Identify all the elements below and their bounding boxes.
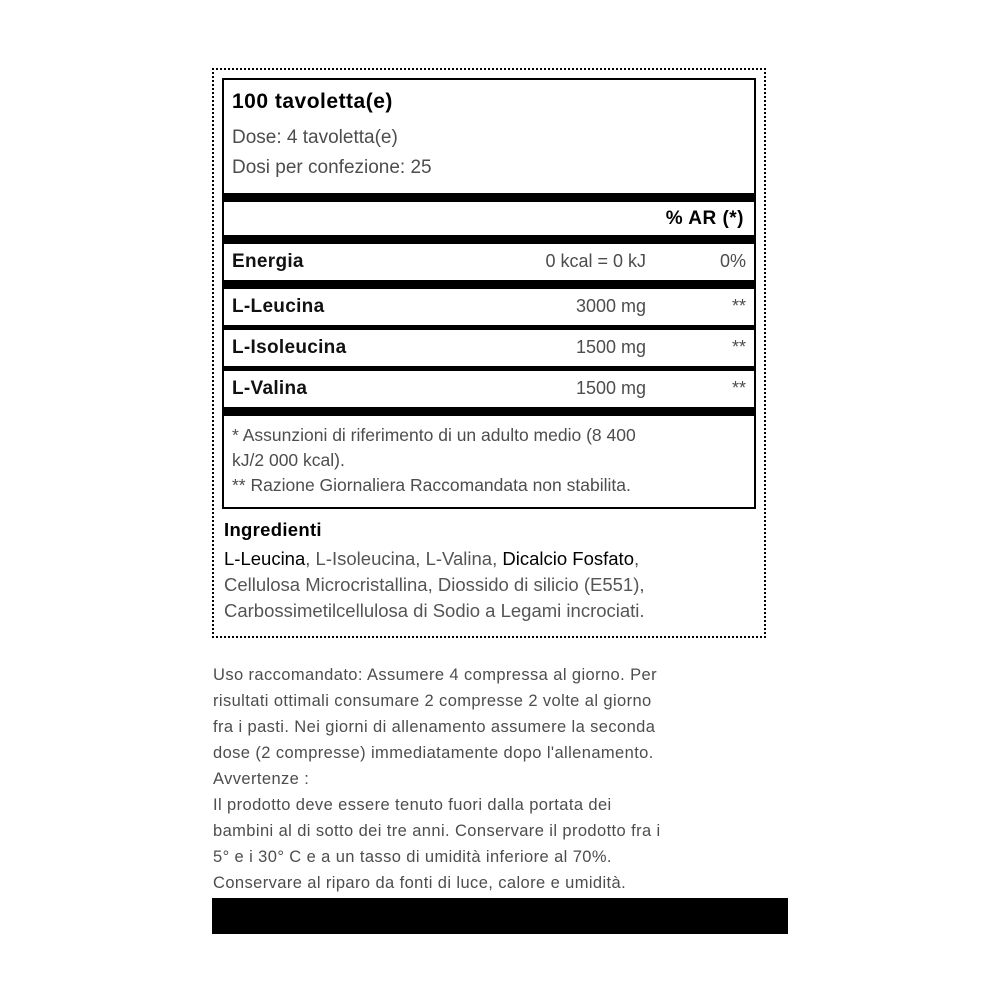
product-quantity-title: 100 tavoletta(e) — [232, 90, 393, 113]
nutrient-row-energia — [232, 244, 746, 280]
separator-bar-thick — [224, 407, 754, 416]
nutrient-value: 3000 mg — [575, 296, 646, 316]
ingredients-line: Carbossimetilcellulosa di Sodio a Legami incrociati. — [224, 600, 645, 621]
direction-line: Avvertenze : — [213, 770, 310, 788]
nutrition-facts-box — [222, 78, 756, 509]
ingredients-section — [214, 517, 764, 636]
servings-line: Dosi per confezione: 25 — [232, 157, 432, 178]
footnote-line: * Assunzioni di riferimento di un adulto medio (8 400 — [232, 425, 636, 445]
nutrient-name: L-Leucina — [232, 296, 325, 317]
ingredient-segment: Dicalcio Fosfato — [502, 548, 634, 569]
direction-line: Il prodotto deve essere tenuto fuori dalla portata dei — [213, 796, 612, 814]
ingredients-line: Cellulosa Microcristallina, Diossido di silicio (E551), — [224, 574, 645, 595]
nutrient-ar-value: 0% — [719, 251, 746, 271]
ingredients-line — [224, 546, 754, 572]
ingredient-segment: , — [633, 548, 640, 569]
nutrient-row-l-valina — [232, 371, 746, 407]
nutrient-name: Energia — [232, 251, 304, 272]
nutrient-value: 1500 mg — [575, 337, 646, 357]
nutrient-name: L-Isoleucina — [232, 337, 347, 358]
direction-line: risultati ottimali consumare 2 compresse 2 volte al giorno — [213, 692, 652, 710]
nutrient-value: 1500 mg — [575, 378, 646, 398]
separator-bar-thick — [224, 280, 754, 289]
separator-bar-thick — [224, 193, 754, 202]
direction-line: dose (2 compresse) immediatamente dopo l'allenamento. — [213, 744, 654, 762]
nutrient-ar-value: ** — [731, 296, 746, 316]
supplement-facts-panel — [212, 68, 766, 638]
ar-column-header: % AR (*) — [665, 208, 744, 229]
nutrient-row-l-isoleucina — [232, 330, 746, 366]
direction-line: 5° e i 30° C e a un tasso di umidità inferiore al 70%. — [213, 848, 612, 866]
direction-line: fra i pasti. Nei giorni di allenamento assumere la seconda — [213, 718, 656, 736]
footnotes — [232, 416, 746, 503]
direction-line: Uso raccomandato: Assumere 4 compressa al giorno. Per — [213, 666, 657, 684]
ingredient-segment: L-Leucina — [224, 548, 306, 569]
footnote-line: ** Razione Giornaliera Raccomandata non stabilita. — [232, 475, 631, 495]
usage-and-warnings-text — [213, 662, 803, 896]
nutrient-value: 0 kcal = 0 kJ — [545, 251, 646, 271]
direction-line: bambini al di sotto dei tre anni. Conservare il prodotto fra i — [213, 822, 661, 840]
separator-bar-thick — [224, 235, 754, 244]
ingredient-segment: , L-Isoleucina, L-Valina, — [305, 548, 503, 569]
footnote-line: kJ/2 000 kcal). — [232, 450, 345, 470]
ingredients-heading: Ingredienti — [224, 519, 322, 540]
bottom-black-bar — [212, 898, 788, 934]
nutrient-name: L-Valina — [232, 378, 308, 399]
direction-line: Conservare al riparo da fonti di luce, calore e umidità. — [213, 874, 627, 892]
nutrient-ar-value: ** — [731, 337, 746, 357]
nutrient-row-l-leucina — [232, 289, 746, 325]
dose-line: Dose: 4 tavoletta(e) — [232, 127, 398, 148]
nutrient-ar-value: ** — [731, 378, 746, 398]
